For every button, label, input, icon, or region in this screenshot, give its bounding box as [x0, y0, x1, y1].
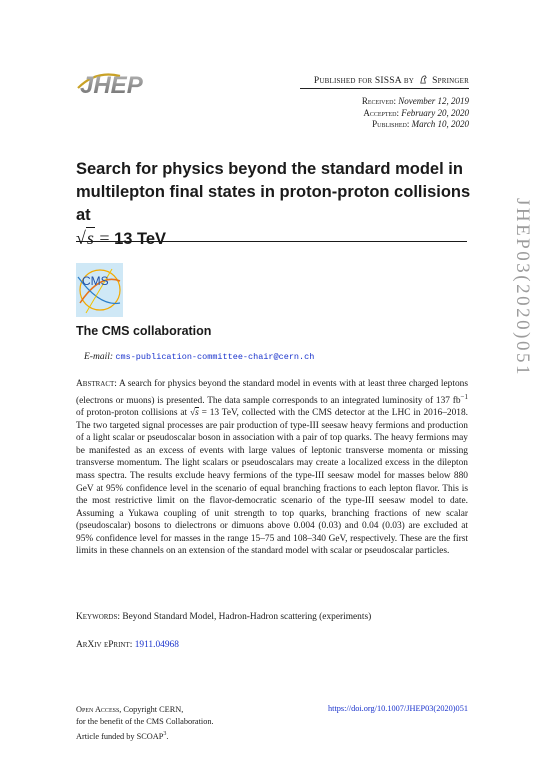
abstract-text-1: A search for physics beyond the standard model in events with at least three charged leptons (electrons or muons) is presented. The data sample corresponds to an integrated luminosity of 137 fb — [76, 379, 468, 406]
doi-link[interactable]: https://doi.org/10.1007/JHEP03(2020)051 — [328, 704, 468, 713]
abstract-sqrt-s: √s — [189, 408, 199, 419]
received-line: Received: November 12, 2019 — [361, 96, 469, 106]
publisher-name: Springer — [432, 76, 469, 86]
arxiv-line — [76, 640, 179, 650]
cms-logo — [76, 263, 123, 317]
email-link[interactable]: cms-publication-committee-chair@cern.ch — [115, 352, 315, 362]
abstract-text-3: = 13 TeV, collected with the CMS detector at the LHC in 2016–2018. The two targeted signal processes are pair production of type-III seesaw heavy fermions and production of a light scalar or pseudoscalar boson in association with a pair of top quarks. The heavy fermions may be manifested as an excess of events with large values of leptonic transverse momenta or missing transverse momentum. The light scalars or pseudoscalars may create a localized excess in the dilepton mass spectra. The results exclude heavy fermions of the type-III seesaw model for masses below 880 GeV at 95% confidence level in the scenario of equal branching fractions to each lepton flavor. This is the most restrictive limit on the flavor-democratic scenario of the type-III seesaw model to date. Assuming a Yukawa coupling of unit strength to top quarks, branching fractions of new scalar (pseudoscalar) bosons to dielectrons or dimuons above 0.004 (0.03) and 0.04 (0.03) are excluded at 95% confidence level for masses in the range 15–75 and 108–340 GeV, respectively. These are the first limits in these channels on an extension of the standard model with scalar or pseudoscalar particles. — [76, 408, 468, 557]
publisher-line — [314, 75, 469, 86]
footer-line-1: Open Access, Copyright CERN, — [76, 705, 184, 714]
title-line-3 — [76, 227, 476, 251]
authors: The CMS collaboration — [76, 324, 212, 338]
abstract: Abstract: A search for physics beyond the standard model in events with at least three charged leptons (electrons or muons) is presented. The data sample corresponds to an integrated luminosity of 137 $fb^{-1}$ of proton-proton collisions at √s = 13 TeV, collected with the CMS detector at the LHC in 2016–2018. The two targeted signal processes are pair production of type-III seesaw heavy fermions and production of a light scalar or pseudoscalar boson in association with a pair of top quarks. The heavy fermions may be manifested as an excess of events with large values of leptonic transverse momenta or missing transverse momentum. The light scalars or pseudoscalars may create a localized excess in the dilepton mass spectra. The results exclude heavy fermions of the type-III seesaw model for masses below 880 GeV at 95% confidence level in the scenario of equal branching fractions to each lepton flavor. This is the most restrictive limit on the flavor-democratic scenario of the type-III seesaw model to date. Assuming a Yukawa coupling of unit strength to top quarks, branching fractions of new scalar (pseudoscalar) bosons to dielectrons or dimuons above 0.004 (0.03) and 0.04 (0.03) are excluded at 95% confidence level for masses in the range 15–75 and 108–340 GeV, respectively. These are the first limits in these channels on an extension of the standard model with scalar or pseudoscalar particles. — [76, 379, 468, 557]
arxiv-label: ArXiv ePrint: — [76, 640, 133, 650]
dates-block — [362, 96, 469, 131]
abstract-label: Abstract: — [76, 379, 117, 389]
published-line: Published: March 10, 2020 — [372, 119, 469, 129]
header-rule — [300, 88, 469, 89]
email-label: E-mail: — [84, 352, 114, 362]
email-line — [84, 352, 314, 362]
keywords — [76, 612, 371, 622]
sqrt-s-symbol: √s = — [76, 228, 115, 248]
jhep-logo — [76, 66, 160, 100]
keywords-text: Beyond Standard Model, Hadron-Hadron scattering (experiments) — [122, 612, 372, 622]
abstract-text-2: of proton-proton collisions at — [76, 408, 190, 419]
svg-text:CMS: CMS — [82, 274, 109, 288]
springer-horse-icon — [419, 75, 428, 84]
paper-title — [76, 158, 476, 251]
footer-line-3: Article funded by SCOAP$^3$. — [76, 731, 169, 741]
keywords-label: Keywords: — [76, 612, 120, 622]
published-for-text: Published for SISSA by — [313, 76, 414, 86]
title-line-2: multilepton final states in proton-proton collisions at — [76, 183, 471, 224]
footer-license — [76, 704, 214, 743]
svg-text:JHEP: JHEP — [80, 72, 143, 99]
title-line-1: Search for physics beyond the standard model in — [76, 160, 463, 178]
arxiv-link[interactable]: 1911.04968 — [134, 640, 179, 650]
footer-line-2: for the benefit of the CMS Collaboration. — [76, 717, 214, 726]
title-energy: 13 TeV — [114, 230, 167, 248]
journal-stamp: JHEP03(2020)051 — [512, 198, 533, 377]
title-rule — [76, 241, 467, 242]
accepted-line: Accepted: February 20, 2020 — [363, 107, 469, 118]
